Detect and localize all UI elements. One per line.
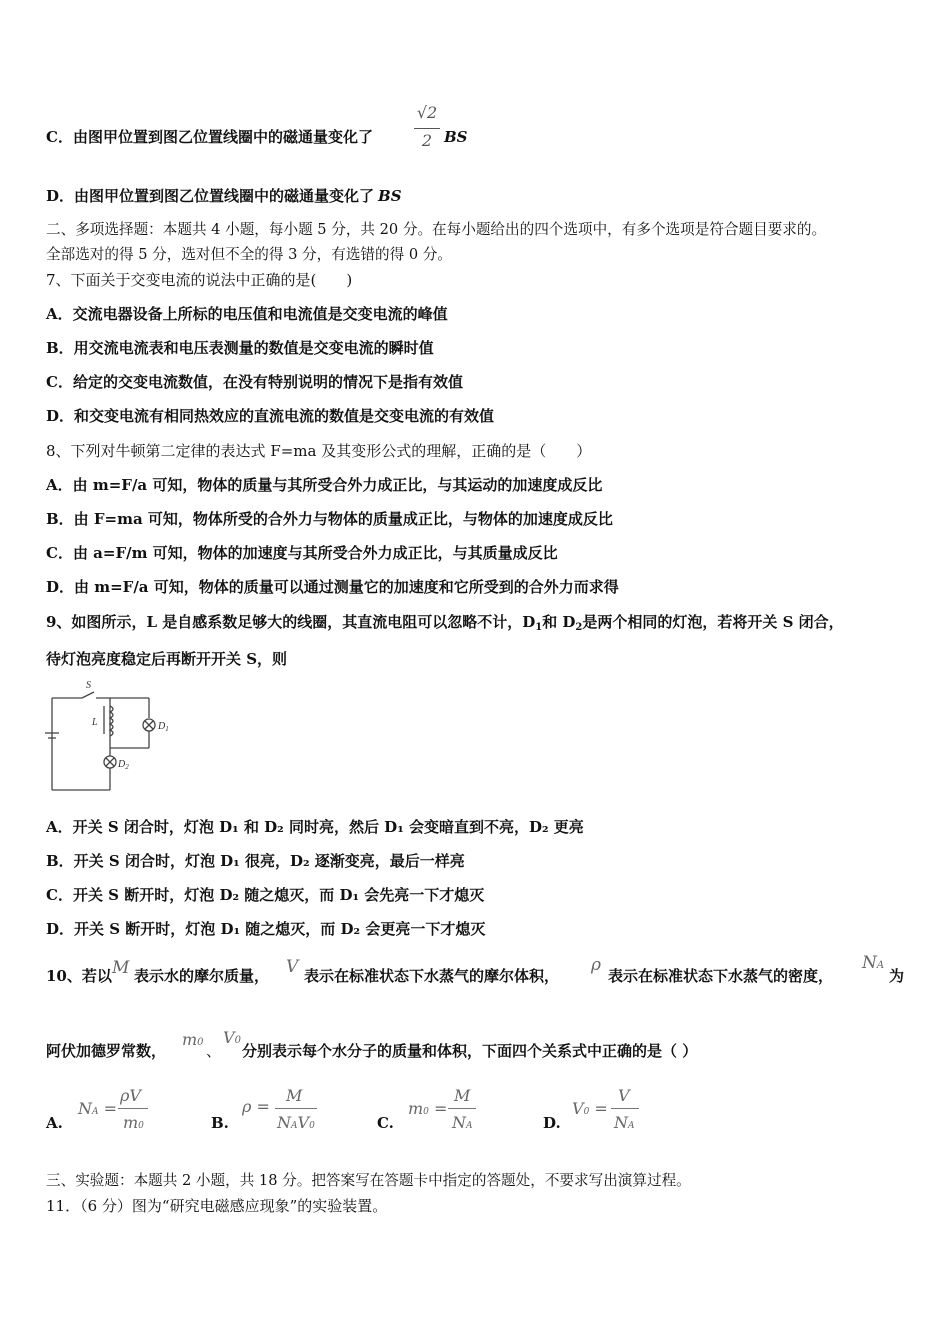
switch-label: S <box>86 680 91 691</box>
symbol-rho: ρ <box>591 955 601 975</box>
formula-c-bar <box>448 1108 476 1109</box>
q7-stem: 7、下面关于交变电流的说法中正确的是( ) <box>46 271 353 289</box>
q8-option-b: B．由 F=ma 可知，物体所受的合外力与物体的质量成正比，与物体的加速度成反比 <box>46 510 613 528</box>
bs-symbol: BS <box>444 128 468 146</box>
q8-stem: 8、下列对牛顿第二定律的表达式 F=ma 及其变形公式的理解，正确的是（ ） <box>46 442 592 460</box>
q10-option-d-label: D. <box>543 1114 561 1132</box>
q7-option-c: C．给定的交变电流数值，在没有特别说明的情况下是指有效值 <box>46 373 463 391</box>
fraction-denominator: 2 <box>421 131 433 150</box>
symbol-m0: m0 <box>182 1030 204 1049</box>
q9-option-d: D．开关 S 断开时，灯泡 D₁ 随之熄灭，而 D₂ 会更亮一下才熄灭 <box>46 920 486 938</box>
symbol-m: M <box>112 958 130 978</box>
q10-stem-p7: 分别表示每个水分子的质量和体积，下面四个关系式中正确的是（ ） <box>242 1042 698 1060</box>
section2-line1: 二、多项选择题：本题共 4 小题，每小题 5 分，共 20 分。在每小题给出的四个选项中，有多个选项是符合题目要求的。 <box>46 221 827 238</box>
fraction-numerator: √2 <box>416 103 438 122</box>
q9-option-c: C．开关 S 断开时，灯泡 D₂ 随之熄灭，而 D₁ 会先亮一下才熄灭 <box>46 886 485 904</box>
formula-a-bar <box>118 1108 148 1109</box>
q9-stem-line1: 9、如图所示，L 是自感系数足够大的线圈，其直流电阻可以忽略不计，$D_1$和 $D_2$是两个相同的灯泡，若将开关 S 闭合， <box>46 613 844 633</box>
circuit-diagram <box>44 678 184 802</box>
section2-line2: 全部选对的得 5 分，选对但不全的得 3 分，有选错的得 0 分。 <box>46 246 452 263</box>
q6-option-c: C．由图甲位置到图乙位置线圈中的磁通量变化了 <box>46 128 373 146</box>
q10-stem-p4: 表示在标准状态下水蒸气的密度， <box>608 967 834 985</box>
q8-option-c: C．由 a=F/m 可知，物体的加速度与其所受合外力成正比，与其质量成反比 <box>46 544 558 562</box>
formula-b-lhs: ρ = <box>242 1097 270 1116</box>
formula-a-den: m0 <box>123 1113 144 1132</box>
formula-a-num: ρV <box>120 1086 141 1105</box>
q7-option-b: B．用交流电流表和电压表测量的数值是交变电流的瞬时值 <box>46 339 434 357</box>
formula-c-num: M <box>454 1086 471 1105</box>
formula-d-num: V <box>618 1086 630 1105</box>
formula-d-bar <box>611 1108 639 1109</box>
symbol-na: NA <box>862 953 885 973</box>
bulb-d1-label: $D_1$ <box>158 721 169 733</box>
formula-d-lhs: V0 = <box>572 1099 608 1118</box>
q10-option-c-label: C. <box>377 1114 394 1132</box>
q10-stem-p2: 表示水的摩尔质量， <box>134 967 270 985</box>
q9-option-b: B．开关 S 闭合时，灯泡 D₁ 很亮，D₂ 逐渐变亮，最后一样亮 <box>46 852 465 870</box>
q6-option-d: D．由图甲位置到图乙位置线圈中的磁通量变化了 BS <box>46 187 402 205</box>
q10-sep: 、 <box>206 1042 222 1060</box>
formula-c-den: NA <box>452 1113 473 1132</box>
q10-stem-p5: 为 <box>889 967 905 985</box>
section3-line1: 三、实验题：本题共 2 小题，共 18 分。把答案写在答题卡中指定的答题处，不要求写出演算过程。 <box>46 1172 691 1189</box>
q11-stem: 11．（6 分）图为“研究电磁感应现象”的实验装置。 <box>46 1197 388 1215</box>
q10-stem-p3: 表示在标准状态下水蒸气的摩尔体积， <box>304 967 560 985</box>
q9-option-a: A．开关 S 闭合时，灯泡 D₁ 和 D₂ 同时亮，然后 D₁ 会变暗直到不亮，D₂ 更亮 <box>46 818 584 836</box>
q8-option-a: A．由 m=F/a 可知，物体的质量与其所受合外力成正比，与其运动的加速度成反比 <box>46 476 603 494</box>
bulb-d2-label: $D_2$ <box>118 759 129 771</box>
symbol-v: V <box>286 957 299 977</box>
formula-c-lhs: m0 = <box>408 1099 448 1118</box>
formula-a-lhs: NA = <box>78 1099 117 1118</box>
q7-option-a: A．交流电器设备上所标的电压值和电流值是交变电流的峰值 <box>46 305 448 323</box>
q7-option-d: D．和交变电流有相同热效应的直流电流的数值是交变电流的有效值 <box>46 407 495 425</box>
q10-stem-p6: 阿伏加德罗常数， <box>46 1042 167 1060</box>
q10-option-b-label: B. <box>211 1114 229 1132</box>
formula-b-den: NAV0 <box>277 1113 315 1132</box>
formula-b-num: M <box>286 1086 303 1105</box>
formula-b-bar <box>275 1108 317 1109</box>
fraction-bar <box>414 128 440 129</box>
q10-stem-p1: 10、若以 <box>46 967 112 985</box>
q9-stem-line2: 待灯泡亮度稳定后再断开开关 S，则 <box>46 650 288 668</box>
formula-d-den: NA <box>614 1113 635 1132</box>
q8-option-d: D．由 m=F/a 可知，物体的质量可以通过测量它的加速度和它所受到的合外力而求得 <box>46 578 619 596</box>
inductor-label: L <box>92 717 98 728</box>
q10-option-a-label: A. <box>46 1114 63 1132</box>
symbol-v0: V0 <box>223 1028 241 1047</box>
